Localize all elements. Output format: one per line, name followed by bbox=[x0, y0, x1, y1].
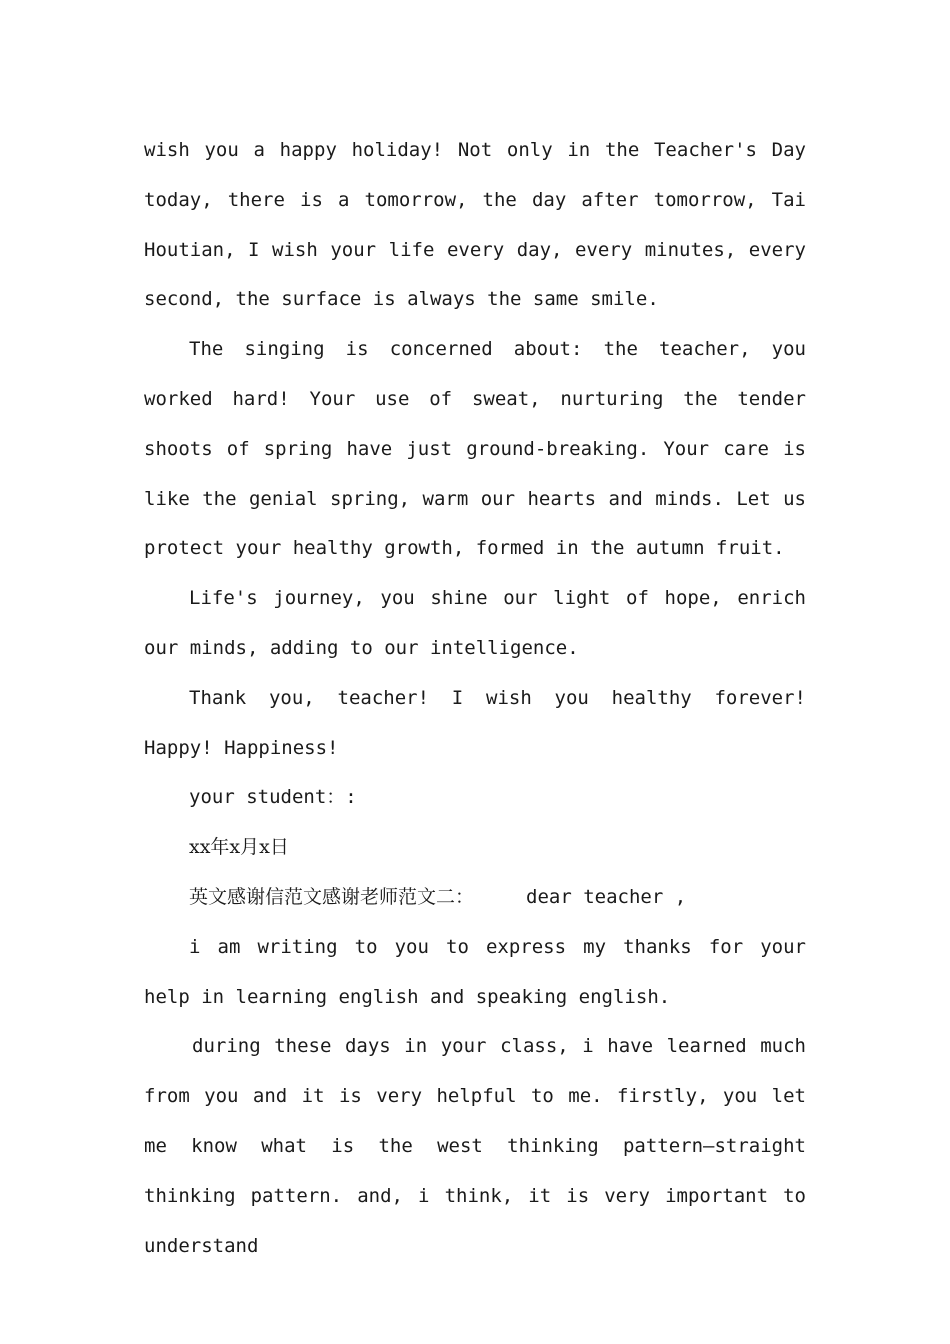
signature-student: your student：: bbox=[189, 786, 357, 809]
paragraph-teacher-praise: The singing is concerned about: the teacher, you worked hard! Your use of sweat, nurturing the tender shoots of spring have just ground-breaking. Your care is like the genial spring, warm our hearts and minds. Let us protect your healthy growth, formed in the autumn fruit. bbox=[144, 338, 806, 560]
paragraph-life-journey: Life's journey, you shine our light of hope, enrich our minds, adding to our intelligence. bbox=[144, 587, 806, 659]
paragraph-thank-you: Thank you, teacher! I wish you healthy forever! Happy! Happiness! bbox=[144, 686, 806, 759]
salutation: dear teacher , bbox=[526, 885, 687, 908]
paragraph-writing-thanks: i am writing to you to express my thanks for your help in learning english and speaking english. bbox=[144, 935, 806, 1008]
section-title-chinese: 英文感谢信范文感谢老师范文二： bbox=[189, 885, 475, 908]
signature-date: xx年x月x日 bbox=[189, 836, 289, 859]
paragraph-holiday-wish: wish you a happy holiday! Not only in the Teacher's Day today, there is a tomorrow, the day after tomorrow, Tai Houtian, I wish your life every day, every minutes, every second, the surface is always the same smile. bbox=[144, 139, 806, 311]
section-heading-letter-two bbox=[144, 873, 806, 923]
letter-body bbox=[144, 126, 806, 1271]
paragraph-class-learning: during these days in your class, i have learned much from you and it is very helpful to me. firstly, you let me know what is the west thinking pattern—straight thinking pattern. and, i think, it is very important to understand bbox=[144, 1035, 806, 1257]
